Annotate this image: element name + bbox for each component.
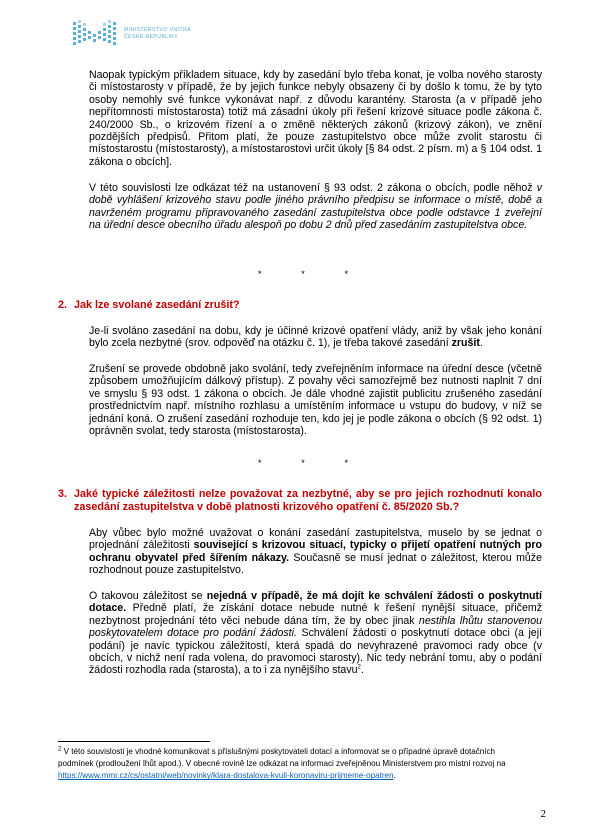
paragraph-text: Zrušení se provede obdobně jako svolání, tedy zveřejněním informace na úřední desce (včetně způsobem umožňujícím dálkový přístup). Z povahy věci samozřejmě bez nutnosti naplnit 7 dní ve smyslu § 93 odst. 1 zákona o obcích. Je dále vhodné zajistit publicitu zrušeného zasedání prostřednictvím např. místního rozhlasu a umístěním informace u vstupu do budovy, v níž se jednání koná. O zrušení zasedání rozhoduje ten, kdo jej je podle zákona o obcích (§ 92 odst. 1) oprávněn svolat, tedy starosta (místostarosta).	[89, 363, 542, 438]
italic-text-run: v době vyhlášení krizového stavu podle jiného právního předpisu se informace o místě, době a navrženém programu připravovaného zasedání zastupitelstva obce podle odstavce 1 zveřejní na úřední desce obecního úřadu alespoň po dobu 2 dnů před zasedáním zastupitelstva obce.	[89, 182, 542, 232]
section1-paragraph1	[58, 69, 542, 168]
footnote-text: V této souvislosti je vhodné komunikovat s příslušnými poskytovateli dotací a informovat se o případné úpravě dotačních podmínek (prodloužení lhůt apod.). V obecné rovině lze odkázat na informaci zveřejněnou Ministerstvem pro místní rozvoj na	[58, 747, 506, 769]
logo-mark-icon	[73, 18, 119, 48]
text-run: V této souvislosti lze odkázat též na ustanovení § 93 odst. 2 zákona o obcích, podle něhož	[89, 182, 537, 194]
bold-text-run: související s krizovou situací, typicky o přijetí opatření nutných pro ochranu obyvatel před šířením nákazy.	[89, 539, 542, 564]
text-run: Schválení žádosti o poskytnutí dotace obci (a její podání) je navíc typickou záležitostí, která spadá do nevyhrazené pravomoci rady obce (v obcích, v nichž není rada volena, do pravomoci starosty). Nic tedy nebrání tomu, aby o podání žádosti rozhodla rada (starosta), a to i za nynějšího stavu	[89, 627, 542, 677]
heading-title: Jaké typické záležitosti nelze považovat za nezbytné, aby se pro jejich rozhodnutí konalo zasedání zastupitelstva v době platnosti krizového opatření č. 85/2020 Sb.?	[74, 488, 542, 513]
italic-text-run: nestihla lhůtu stanovenou poskytovatelem dotace pro podání žádosti.	[89, 614, 542, 640]
heading-title: Jak lze svolané zasedání zrušit?	[74, 299, 240, 311]
section-separator-1	[258, 269, 348, 279]
bold-text-run: nejedná v případě, že má dojít ke schválení žádosti o poskytnutí dotace.	[89, 590, 543, 615]
logo-text	[124, 27, 191, 40]
text-run: Předně platí, že získání dotace nebude nutné k řešení nynější situace, přičemž nezbytnost projednání této věci nebude dána tím, že by obec jinak	[89, 602, 542, 627]
footnote-mark: 2	[58, 746, 62, 753]
logo-line-1: MINISTERSTVO VNITRA	[124, 27, 191, 33]
section-separator-2	[258, 458, 348, 468]
logo-line-2: ČESKÉ REPUBLIKY	[124, 33, 179, 40]
section1-paragraph2	[58, 182, 542, 232]
ministry-logo	[73, 18, 191, 54]
text-run: Je-li svoláno zasedání na dobu, kdy je účinné krizové opatření vlády, aniž by však jeho konání bylo zcela nezbytné (srov. odpověď na otázku č. 1), je třeba takové zasedání	[89, 325, 542, 350]
text-run: .	[360, 664, 364, 677]
footnote-end: .	[393, 771, 396, 781]
star: *	[258, 269, 262, 279]
paragraph-text: Naopak typickým příkladem situace, kdy by zasedání bylo třeba konat, je volba nového starosty či místostarosty v případě, že by jejich funkce nebyly obsazeny či by došlo k tomu, že by tyto osoby nemohly své funkce vykonávat např. z důvodu karantény. Starosta (a v případě jeho nepřítomnosti místostarosta) totiž má zásadní úkoly při řešení krizové situace podle zákona č. 240/2000 Sb., o krizovém řízení a o změně některých zákonů (krizový zákon), ve znění pozdějších předpisů. Přitom platí, že pouze zastupitelstvo obce může zvolit starostu či místostarostu (místostarosty), a místostarostovi určit úkoly [§ 84 odst. 2 písm. m) a § 104 odst. 1 zákona o obcích].	[89, 69, 542, 168]
text-run: O takovou záležitost se	[89, 590, 207, 602]
footnote-divider	[58, 741, 210, 742]
page-number: 2	[540, 808, 546, 820]
section3-heading	[58, 488, 542, 513]
star: *	[344, 269, 348, 279]
heading-number: 3.	[58, 488, 68, 500]
bold-text-run: zrušit	[451, 337, 480, 350]
paragraph-text	[89, 590, 542, 677]
star: *	[258, 458, 262, 468]
paragraph-text	[89, 182, 542, 232]
paragraph-text	[89, 325, 542, 350]
heading-number: 2.	[58, 299, 68, 311]
section3-paragraph1	[58, 527, 542, 577]
text-run: Aby vůbec bylo možné uvažovat o konání zasedání zastupitelstva, muselo by se jednat o projednání záležitosti	[89, 527, 542, 552]
paragraph-text	[89, 527, 542, 577]
footnote	[58, 746, 528, 783]
star: *	[344, 458, 348, 468]
text-run: Současně se musí jednat o záležitost, kterou může rozhodnout pouze zastupitelstvo.	[89, 551, 542, 577]
section2-paragraph1	[58, 325, 542, 350]
footnote-reference[interactable]: 2	[357, 664, 361, 671]
section2-paragraph2	[58, 363, 542, 437]
section2-heading	[58, 299, 542, 312]
footnote-link[interactable]: https://www.mmr.cz/cs/ostatni/web/novinky/klara-dostalova-kvuli-koronaviru-prijmeme-opatren	[58, 771, 394, 781]
section3-paragraph2	[58, 590, 542, 677]
star: *	[301, 269, 305, 279]
star: *	[301, 458, 305, 468]
text-run: .	[479, 337, 483, 350]
